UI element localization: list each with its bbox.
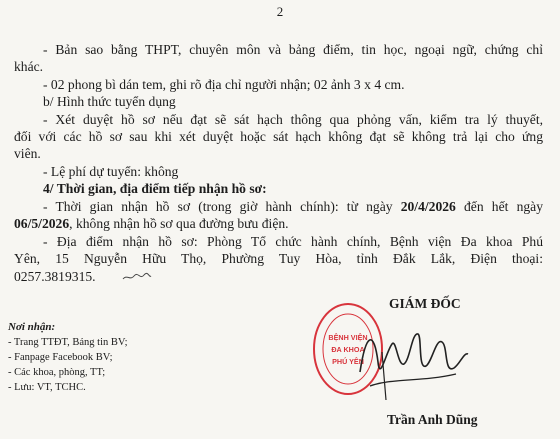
svg-text:BỆNH VIỆN: BỆNH VIỆN xyxy=(328,333,368,342)
end-date: 06/5/2026 xyxy=(14,216,70,231)
signer-name: Trần Anh Dũng xyxy=(387,412,478,427)
svg-text:PHÚ YÊN: PHÚ YÊN xyxy=(332,357,364,366)
recipient-item-3: - Các khoa, phòng, TT; xyxy=(8,367,106,378)
body-line-11-b: , không nhận hồ sơ qua đường bưu điện. xyxy=(69,216,289,231)
recipient-item-2: - Fanpage Facebook BV; xyxy=(8,352,113,363)
section-heading-4: 4/ Thời gian, địa điểm tiếp nhận hồ sơ: xyxy=(43,181,267,196)
body-line-4: b/ Hình thức tuyển dụng xyxy=(43,94,176,109)
page-number: 2 xyxy=(276,4,284,19)
body-line-3: - 02 phong bì dán tem, ghi rõ địa chỉ người nhận; 02 ảnh 3 x 4 cm. xyxy=(43,77,405,92)
body-line-12: - Địa điểm nhận hồ sơ: Phòng Tổ chức hành chính, Bệnh viện Đa khoa Phú xyxy=(43,234,543,249)
body-line-11 xyxy=(14,216,289,232)
signer-title: GIÁM ĐỐC xyxy=(389,296,461,311)
svg-text:ĐA KHOA: ĐA KHOA xyxy=(331,345,365,354)
body-line-10 xyxy=(43,199,543,215)
recipients-title: Nơi nhận: xyxy=(8,321,56,333)
recipient-item-1: - Trang TTĐT, Bảng tin BV; xyxy=(8,337,128,348)
body-line-10-a: - Thời gian nhận hồ sơ (trong giờ hành chính): từ ngày xyxy=(43,199,401,214)
recipient-item-4: - Lưu: VT, TCHC. xyxy=(8,382,86,393)
director-signature xyxy=(352,312,472,408)
body-line-7: viên. xyxy=(14,146,41,161)
body-line-6: đối với các hồ sơ sau khi xét duyệt hoặc sát hạch không đạt sẽ không trả lại cho ứng xyxy=(14,129,543,144)
body-line-13: Yên, 15 Nguyễn Hữu Thọ, Phường Tuy Hòa, tỉnh Đắk Lắk, Điện thoại: xyxy=(14,251,543,266)
body-line-10-c: đến hết ngày xyxy=(455,199,543,214)
body-line-2: khác. xyxy=(14,59,44,74)
body-line-1: - Bản sao bằng THPT, chuyên môn và bảng điểm, tin học, ngoại ngữ, chứng chỉ xyxy=(43,42,543,57)
body-line-14: 0257.3819315. xyxy=(14,269,96,284)
body-line-8: - Lệ phí dự tuyển: không xyxy=(43,164,179,179)
body-line-5: - Xét duyệt hồ sơ nếu đạt sẽ sát hạch thông qua phỏng vấn, kiểm tra lý thuyết, xyxy=(43,112,543,127)
initials-scribble xyxy=(122,272,152,282)
start-date: 20/4/2026 xyxy=(400,199,456,214)
